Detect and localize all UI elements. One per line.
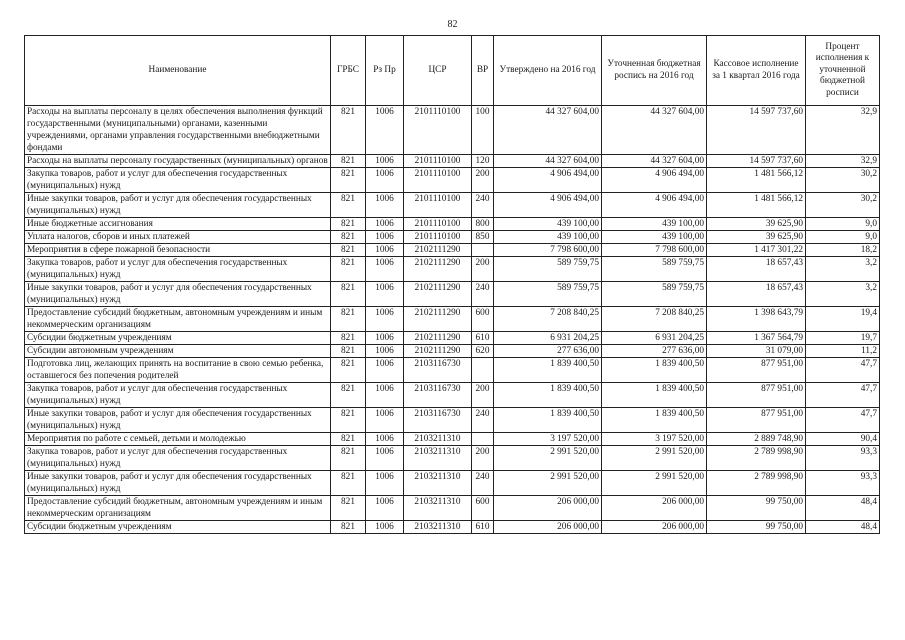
cell-name: Закупка товаров, работ и услуг для обеспечения государственных (муниципальных) нужд — [25, 383, 331, 408]
cell-rzpr: 1006 — [366, 257, 404, 282]
cell-vr: 200 — [472, 168, 494, 193]
cell-approved: 589 759,75 — [494, 282, 602, 307]
cell-refined: 3 197 520,00 — [602, 433, 707, 446]
cell-grbs: 821 — [331, 433, 366, 446]
cell-cash: 1 398 643,79 — [707, 307, 806, 332]
cell-csr: 2103211310 — [404, 446, 472, 471]
cell-percent: 32,9 — [806, 155, 880, 168]
cell-csr: 2102111290 — [404, 257, 472, 282]
cell-refined: 206 000,00 — [602, 496, 707, 521]
cell-grbs: 821 — [331, 307, 366, 332]
cell-name: Иные закупки товаров, работ и услуг для обеспечения государственных (муниципальных) нужд — [25, 408, 331, 433]
cell-cash: 99 750,00 — [707, 521, 806, 534]
table-row — [25, 106, 880, 155]
table-row — [25, 358, 880, 383]
cell-approved: 1 839 400,50 — [494, 408, 602, 433]
cell-grbs: 821 — [331, 446, 366, 471]
cell-grbs: 821 — [331, 257, 366, 282]
cell-refined: 7 208 840,25 — [602, 307, 707, 332]
table-row — [25, 446, 880, 471]
cell-grbs: 821 — [331, 471, 366, 496]
cell-percent: 3,2 — [806, 282, 880, 307]
cell-name: Иные закупки товаров, работ и услуг для обеспечения государственных (муниципальных) нужд — [25, 193, 331, 218]
cell-percent: 11,2 — [806, 345, 880, 358]
cell-cash: 877 951,00 — [707, 408, 806, 433]
cell-approved: 1 839 400,50 — [494, 383, 602, 408]
cell-grbs: 821 — [331, 282, 366, 307]
cell-name: Уплата налогов, сборов и иных платежей — [25, 231, 331, 244]
cell-cash: 1 417 301,22 — [707, 244, 806, 257]
table-row — [25, 345, 880, 358]
cell-percent: 93,3 — [806, 446, 880, 471]
cell-csr: 2101110100 — [404, 155, 472, 168]
cell-grbs: 821 — [331, 358, 366, 383]
table-row — [25, 168, 880, 193]
cell-name: Расходы на выплаты персоналу государственных (муниципальных) органов — [25, 155, 331, 168]
cell-approved: 439 100,00 — [494, 218, 602, 231]
cell-cash: 14 597 737,60 — [707, 106, 806, 155]
cell-rzpr: 1006 — [366, 345, 404, 358]
cell-rzpr: 1006 — [366, 358, 404, 383]
cell-csr: 2103211310 — [404, 496, 472, 521]
header-cash: Кассовое исполнение за 1 квартал 2016 года — [707, 36, 806, 106]
cell-rzpr: 1006 — [366, 383, 404, 408]
cell-percent: 47,7 — [806, 358, 880, 383]
cell-vr: 240 — [472, 408, 494, 433]
table-row — [25, 231, 880, 244]
cell-csr: 2103211310 — [404, 433, 472, 446]
cell-approved: 206 000,00 — [494, 521, 602, 534]
cell-approved: 2 991 520,00 — [494, 471, 602, 496]
cell-cash: 18 657,43 — [707, 282, 806, 307]
cell-approved: 4 906 494,00 — [494, 168, 602, 193]
cell-name: Закупка товаров, работ и услуг для обеспечения государственных (муниципальных) нужд — [25, 168, 331, 193]
cell-rzpr: 1006 — [366, 168, 404, 193]
cell-approved: 589 759,75 — [494, 257, 602, 282]
cell-refined: 6 931 204,25 — [602, 332, 707, 345]
table-row — [25, 282, 880, 307]
cell-csr: 2103116730 — [404, 358, 472, 383]
table-row — [25, 521, 880, 534]
cell-vr: 100 — [472, 106, 494, 155]
cell-percent: 93,3 — [806, 471, 880, 496]
cell-name: Субсидии бюджетным учреждениям — [25, 521, 331, 534]
table-row — [25, 307, 880, 332]
header-refined: Уточненная бюджетная роспись на 2016 год — [602, 36, 707, 106]
cell-percent: 47,7 — [806, 408, 880, 433]
table-row — [25, 155, 880, 168]
cell-cash: 2 789 998,90 — [707, 446, 806, 471]
cell-vr: 120 — [472, 155, 494, 168]
cell-name: Иные закупки товаров, работ и услуг для обеспечения государственных (муниципальных) нужд — [25, 282, 331, 307]
cell-cash: 877 951,00 — [707, 383, 806, 408]
cell-cash: 14 597 737,60 — [707, 155, 806, 168]
cell-refined: 206 000,00 — [602, 521, 707, 534]
cell-percent: 30,2 — [806, 168, 880, 193]
cell-name: Подготовка лиц, желающих принять на воспитание в свою семью ребенка, оставшегося без попечения родителей — [25, 358, 331, 383]
cell-percent: 48,4 — [806, 521, 880, 534]
cell-percent: 32,9 — [806, 106, 880, 155]
cell-name: Мероприятия по работе с семьей, детьми и молодежью — [25, 433, 331, 446]
cell-percent: 19,7 — [806, 332, 880, 345]
cell-rzpr: 1006 — [366, 307, 404, 332]
cell-approved: 2 991 520,00 — [494, 446, 602, 471]
cell-cash: 2 889 748,90 — [707, 433, 806, 446]
cell-approved: 44 327 604,00 — [494, 155, 602, 168]
cell-cash: 1 481 566,12 — [707, 168, 806, 193]
cell-approved: 7 798 600,00 — [494, 244, 602, 257]
cell-refined: 4 906 494,00 — [602, 193, 707, 218]
cell-cash: 1 481 566,12 — [707, 193, 806, 218]
cell-cash: 31 079,00 — [707, 345, 806, 358]
cell-csr: 2103211310 — [404, 521, 472, 534]
cell-approved: 439 100,00 — [494, 231, 602, 244]
header-vr: ВР — [472, 36, 494, 106]
cell-vr: 620 — [472, 345, 494, 358]
cell-rzpr: 1006 — [366, 106, 404, 155]
cell-name: Расходы на выплаты персоналу в целях обеспечения выполнения функций государственными (муниципальными) органами, казенными учреждениями, органами управления государственными внебюджетными фондами — [25, 106, 331, 155]
table-row — [25, 332, 880, 345]
cell-approved: 3 197 520,00 — [494, 433, 602, 446]
cell-rzpr: 1006 — [366, 408, 404, 433]
cell-grbs: 821 — [331, 231, 366, 244]
cell-percent: 9,0 — [806, 218, 880, 231]
cell-csr: 2101110100 — [404, 218, 472, 231]
table-row — [25, 471, 880, 496]
cell-refined: 2 991 520,00 — [602, 471, 707, 496]
cell-vr: 610 — [472, 521, 494, 534]
cell-vr — [472, 358, 494, 383]
cell-name: Мероприятия в сфере пожарной безопасности — [25, 244, 331, 257]
cell-rzpr: 1006 — [366, 433, 404, 446]
cell-refined: 4 906 494,00 — [602, 168, 707, 193]
cell-refined: 1 839 400,50 — [602, 408, 707, 433]
cell-name: Иные закупки товаров, работ и услуг для обеспечения государственных (муниципальных) нужд — [25, 471, 331, 496]
cell-refined: 44 327 604,00 — [602, 155, 707, 168]
cell-refined: 1 839 400,50 — [602, 383, 707, 408]
cell-grbs: 821 — [331, 106, 366, 155]
cell-name: Предоставление субсидий бюджетным, автономным учреждениям и иным некоммерческим организациям — [25, 307, 331, 332]
cell-vr — [472, 433, 494, 446]
cell-csr: 2102111290 — [404, 282, 472, 307]
cell-csr: 2103211310 — [404, 471, 472, 496]
cell-rzpr: 1006 — [366, 218, 404, 231]
cell-grbs: 821 — [331, 244, 366, 257]
cell-name: Закупка товаров, работ и услуг для обеспечения государственных (муниципальных) нужд — [25, 257, 331, 282]
cell-percent: 30,2 — [806, 193, 880, 218]
cell-percent: 48,4 — [806, 496, 880, 521]
cell-csr: 2102111290 — [404, 345, 472, 358]
cell-percent: 47,7 — [806, 383, 880, 408]
cell-approved: 277 636,00 — [494, 345, 602, 358]
table-row — [25, 218, 880, 231]
cell-cash: 2 789 998,90 — [707, 471, 806, 496]
header-rzpr: Рз Пр — [366, 36, 404, 106]
page-number: 82 — [447, 19, 458, 30]
table-row — [25, 244, 880, 257]
cell-approved: 1 839 400,50 — [494, 358, 602, 383]
header-csr: ЦСР — [404, 36, 472, 106]
cell-refined: 439 100,00 — [602, 231, 707, 244]
cell-refined: 44 327 604,00 — [602, 106, 707, 155]
cell-cash: 39 625,90 — [707, 231, 806, 244]
cell-refined: 1 839 400,50 — [602, 358, 707, 383]
cell-grbs: 821 — [331, 332, 366, 345]
cell-vr: 600 — [472, 496, 494, 521]
cell-grbs: 821 — [331, 345, 366, 358]
cell-approved: 7 208 840,25 — [494, 307, 602, 332]
cell-refined: 7 798 600,00 — [602, 244, 707, 257]
cell-percent: 9,0 — [806, 231, 880, 244]
cell-csr: 2102111290 — [404, 307, 472, 332]
cell-name: Предоставление субсидий бюджетным, автономным учреждениям и иным некоммерческим организациям — [25, 496, 331, 521]
cell-name: Субсидии бюджетным учреждениям — [25, 332, 331, 345]
cell-rzpr: 1006 — [366, 471, 404, 496]
cell-grbs: 821 — [331, 155, 366, 168]
cell-vr: 850 — [472, 231, 494, 244]
cell-percent: 18,2 — [806, 244, 880, 257]
cell-approved: 206 000,00 — [494, 496, 602, 521]
cell-grbs: 821 — [331, 168, 366, 193]
cell-refined: 2 991 520,00 — [602, 446, 707, 471]
header-name: Наименование — [25, 36, 331, 106]
cell-refined: 589 759,75 — [602, 282, 707, 307]
table-body — [25, 106, 880, 534]
cell-rzpr: 1006 — [366, 332, 404, 345]
cell-vr — [472, 244, 494, 257]
table-row — [25, 433, 880, 446]
cell-cash: 18 657,43 — [707, 257, 806, 282]
table-row — [25, 496, 880, 521]
cell-percent: 3,2 — [806, 257, 880, 282]
cell-grbs: 821 — [331, 193, 366, 218]
cell-rzpr: 1006 — [366, 231, 404, 244]
cell-refined: 277 636,00 — [602, 345, 707, 358]
cell-vr: 240 — [472, 471, 494, 496]
cell-csr: 2101110100 — [404, 231, 472, 244]
header-grbs: ГРБС — [331, 36, 366, 106]
cell-refined: 439 100,00 — [602, 218, 707, 231]
cell-rzpr: 1006 — [366, 496, 404, 521]
table-header — [25, 36, 880, 106]
table-row — [25, 408, 880, 433]
cell-grbs: 821 — [331, 521, 366, 534]
cell-grbs: 821 — [331, 218, 366, 231]
budget-execution-table — [24, 35, 880, 534]
cell-vr: 200 — [472, 257, 494, 282]
table-row — [25, 193, 880, 218]
cell-rzpr: 1006 — [366, 521, 404, 534]
cell-grbs: 821 — [331, 496, 366, 521]
cell-rzpr: 1006 — [366, 155, 404, 168]
cell-vr: 200 — [472, 446, 494, 471]
header-approved: Утверждено на 2016 год — [494, 36, 602, 106]
cell-approved: 6 931 204,25 — [494, 332, 602, 345]
cell-rzpr: 1006 — [366, 446, 404, 471]
cell-rzpr: 1006 — [366, 244, 404, 257]
header-percent: Процент исполнения к уточненной бюджетной росписи — [806, 36, 880, 106]
cell-csr: 2103116730 — [404, 383, 472, 408]
cell-csr: 2102111290 — [404, 332, 472, 345]
cell-vr: 240 — [472, 282, 494, 307]
cell-name: Иные бюджетные ассигнования — [25, 218, 331, 231]
cell-approved: 44 327 604,00 — [494, 106, 602, 155]
cell-vr: 240 — [472, 193, 494, 218]
cell-cash: 1 367 564,79 — [707, 332, 806, 345]
cell-vr: 200 — [472, 383, 494, 408]
cell-percent: 90,4 — [806, 433, 880, 446]
cell-cash: 39 625,90 — [707, 218, 806, 231]
cell-rzpr: 1006 — [366, 282, 404, 307]
table-row — [25, 383, 880, 408]
cell-percent: 19,4 — [806, 307, 880, 332]
cell-vr: 800 — [472, 218, 494, 231]
table-row — [25, 257, 880, 282]
cell-grbs: 821 — [331, 383, 366, 408]
cell-csr: 2103116730 — [404, 408, 472, 433]
cell-csr: 2101110100 — [404, 168, 472, 193]
cell-grbs: 821 — [331, 408, 366, 433]
cell-vr: 610 — [472, 332, 494, 345]
cell-refined: 589 759,75 — [602, 257, 707, 282]
cell-name: Субсидии автономным учреждениям — [25, 345, 331, 358]
cell-cash: 877 951,00 — [707, 358, 806, 383]
cell-cash: 99 750,00 — [707, 496, 806, 521]
cell-vr: 600 — [472, 307, 494, 332]
cell-name: Закупка товаров, работ и услуг для обеспечения государственных (муниципальных) нужд — [25, 446, 331, 471]
cell-rzpr: 1006 — [366, 193, 404, 218]
cell-approved: 4 906 494,00 — [494, 193, 602, 218]
cell-csr: 2102111290 — [404, 244, 472, 257]
cell-csr: 2101110100 — [404, 106, 472, 155]
cell-csr: 2101110100 — [404, 193, 472, 218]
